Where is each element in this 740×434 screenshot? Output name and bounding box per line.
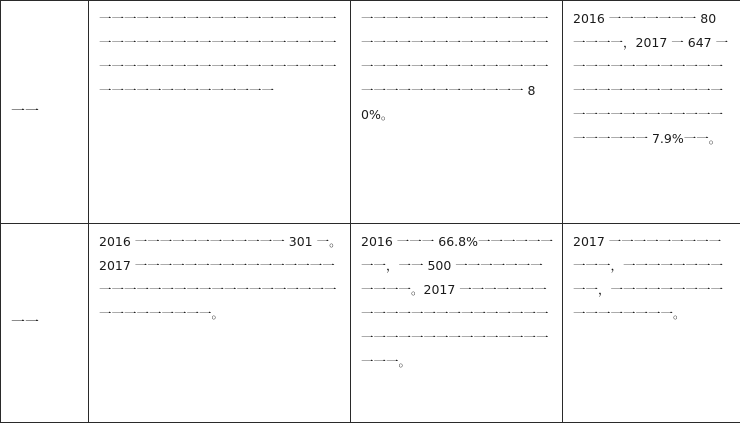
table-cell: 2016 一一一 66.8%一一一一一一一一，一一 500 一一一一一一一一一一一。2017 一一一一一一一一一一一一一一一一一一一一一一一一一一一一一一一一一一一一一一一一。 <box>351 224 563 423</box>
table-cell: 2016 一一一一一一一 80 一一一一，2017 一 647 一一一一一一一一一一一一一一一一一一一一一一一一一一一一一一一一一一一一一一一一一一一 7.9%一一。 <box>563 1 740 224</box>
table-cell: 2017 一一一一一一一一一一一一，一一一一一一一一一一，一一一一一一一一一一一一一一一一一。 <box>563 224 740 423</box>
table-row <box>1 1 740 224</box>
table-cell: 一一一一一一一一一一一一一一一一一一一一一一一一一一一一一一一一一一一一一一一一一一一一一一一一一一一一一一一一一一一一一一一一一一一一一一一 <box>89 1 351 224</box>
table-row <box>1 224 740 423</box>
region-cell: 一一 <box>1 1 89 224</box>
region-cell: 一一 <box>1 224 89 423</box>
table-cell: 一一一一一一一一一一一一一一一一一一一一一一一一一一一一一一一一一一一一一一一一一一一一一一一一一一一一一一一一一一 80%。 <box>351 1 563 224</box>
table-cell: 2016 一一一一一一一一一一一一 301 一。2017 一一一一一一一一一一一一一一一一一一一一一一一一一一一一一一一一一一一一一一一一一一一一。 <box>89 224 351 423</box>
